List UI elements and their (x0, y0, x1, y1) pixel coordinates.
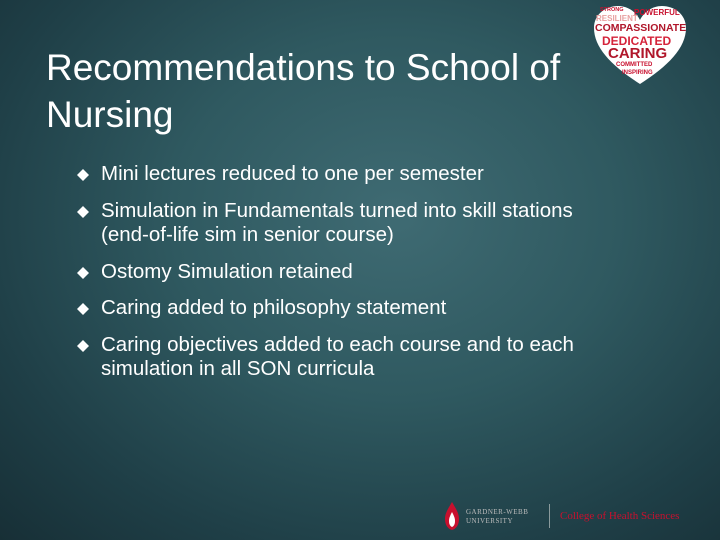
word-compassionate: COMPASSIONATE (595, 22, 687, 34)
bullet-item (75, 296, 595, 321)
bullet-text: Simulation in Fundamentals turned into skill stations (end-of-life sim in senior course) (101, 198, 573, 246)
bullet-text: Ostomy Simulation retained (101, 259, 353, 283)
logo-divider (549, 504, 550, 528)
diamond-bullet-icon (77, 267, 89, 279)
university-name: GARDNER-WEBB UNIVERSITY (466, 508, 529, 525)
word-dedicated: DEDICATED (602, 34, 672, 48)
bullet-item (75, 333, 595, 382)
diamond-bullet-icon (77, 303, 89, 315)
bullet-item (75, 260, 595, 285)
gardner-webb-flame-icon (444, 502, 460, 530)
bullet-item (75, 162, 595, 187)
college-name: College of Health Sciences (560, 510, 680, 522)
word-strong: STRONG (600, 7, 624, 13)
bullet-text: Caring objectives added to each course and to each simulation in all SON curricula (101, 332, 574, 380)
word-committed: COMMITTED (616, 62, 653, 68)
word-inspiring: INSPIRING (622, 70, 653, 76)
word-caring: CARING (608, 45, 668, 62)
word-powerful: POWERFUL (634, 8, 680, 17)
footer-logo (440, 500, 715, 534)
bullet-item (75, 199, 595, 248)
diamond-bullet-icon (77, 206, 89, 218)
diamond-bullet-icon (77, 169, 89, 181)
diamond-bullet-icon (77, 340, 89, 352)
bullet-list (75, 162, 595, 394)
bullet-text: Mini lectures reduced to one per semester (101, 162, 484, 185)
word-resilient: RESILIENT (596, 14, 638, 23)
bullet-text: Caring added to philosophy statement (101, 296, 447, 319)
caring-word-cloud-logo (592, 4, 688, 88)
slide-title: Recommendations to School of Nursing (46, 47, 561, 135)
